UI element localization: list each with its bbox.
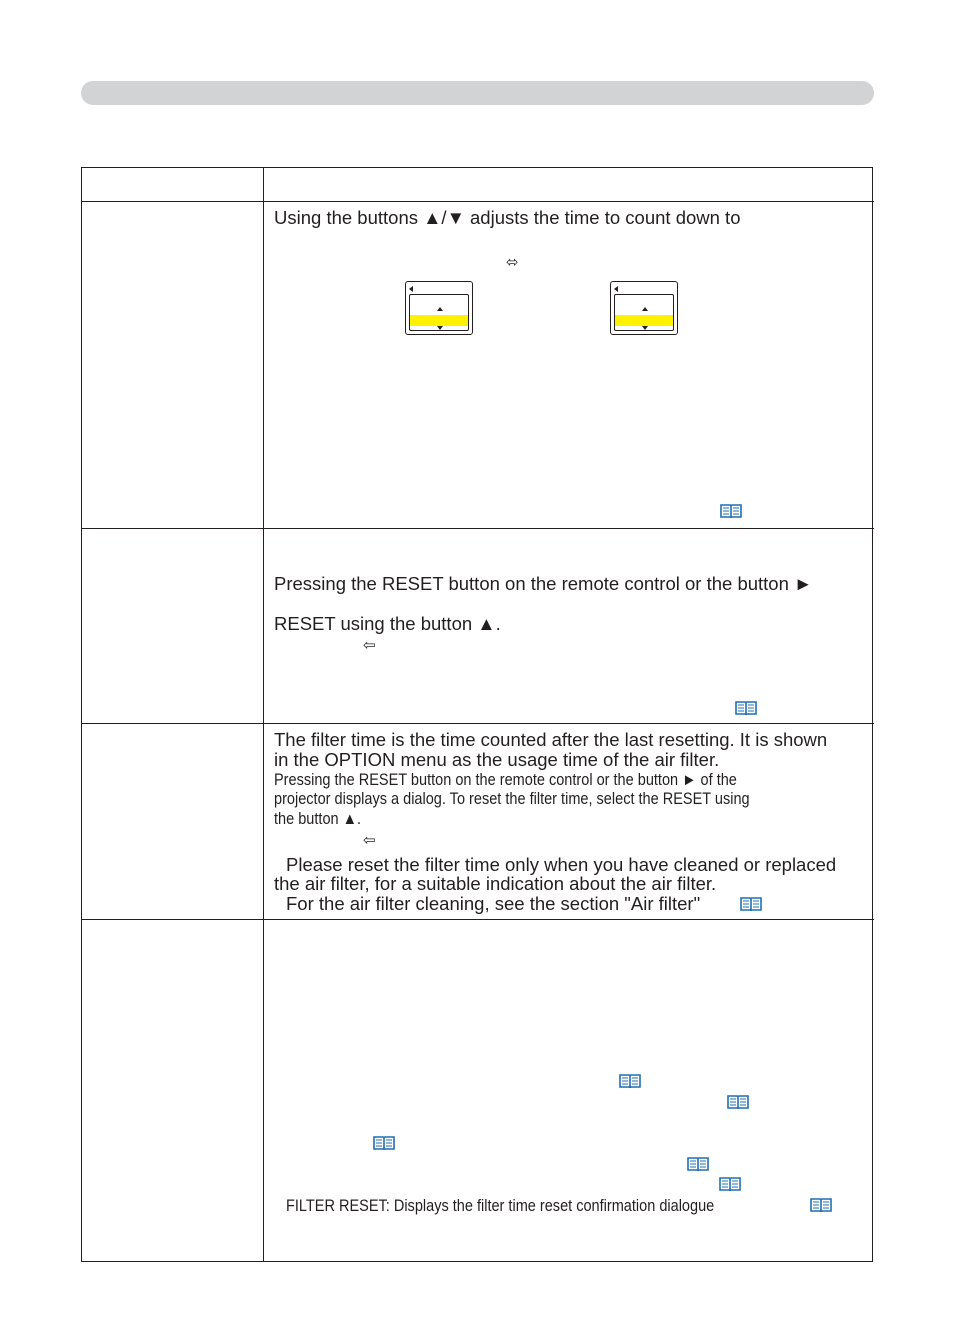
book-icon	[727, 1094, 749, 1110]
row3-text-line8: For the air filter cleaning, see the section "Air filter"	[286, 893, 701, 914]
row1-text: Using the buttons ▲/▼ adjusts the time to count down to	[274, 207, 741, 228]
left-arrow-icon	[409, 286, 413, 292]
row3-text-line7: the air filter, for a suitable indication about the air filter.	[274, 873, 717, 894]
return-arrow-icon: ⇦	[363, 637, 376, 654]
highlight-field	[615, 315, 673, 326]
book-icon	[687, 1156, 709, 1172]
row3-text-line3: Pressing the RESET button on the remote control or the button ► of the	[274, 771, 737, 789]
row2-text-line1: Pressing the RESET button on the remote control or the button ►	[274, 573, 813, 594]
book-icon	[740, 896, 762, 912]
osd-box-right	[610, 281, 678, 335]
row-divider	[81, 528, 874, 529]
row2-text-line2: RESET using the button ▲.	[274, 613, 501, 634]
left-arrow-icon	[614, 286, 618, 292]
down-arrow-icon	[642, 326, 648, 330]
down-arrow-icon	[437, 326, 443, 330]
osd-box-left	[405, 281, 473, 335]
row4-filter-reset-text: FILTER RESET: Displays the filter time reset confirmation dialogue	[286, 1197, 715, 1215]
swap-arrow-icon: ⬄	[506, 254, 519, 271]
book-icon	[373, 1135, 395, 1151]
return-arrow-icon: ⇦	[363, 832, 376, 849]
row3-text-line1: The filter time is the time counted after the last resetting. It is shown	[274, 729, 828, 750]
section-header-bar	[81, 81, 874, 105]
row3-text-line4: projector displays a dialog. To reset the filter time, select the RESET using	[274, 790, 750, 808]
column-divider	[263, 167, 264, 1262]
up-arrow-icon	[642, 307, 648, 311]
book-icon	[619, 1073, 641, 1089]
row-divider	[81, 723, 874, 724]
row3-text-line5: the button ▲.	[274, 810, 362, 828]
row-divider	[81, 919, 874, 920]
row3-text-line6: Please reset the filter time only when you have cleaned or replaced	[286, 854, 837, 875]
up-arrow-icon	[437, 307, 443, 311]
row3-text-line2: in the OPTION menu as the usage time of the air filter.	[274, 749, 720, 770]
table-header-divider	[81, 201, 874, 202]
book-icon	[719, 1176, 741, 1192]
book-icon	[735, 700, 757, 716]
book-icon	[720, 503, 742, 519]
book-icon	[810, 1197, 832, 1213]
highlight-field	[410, 315, 468, 326]
